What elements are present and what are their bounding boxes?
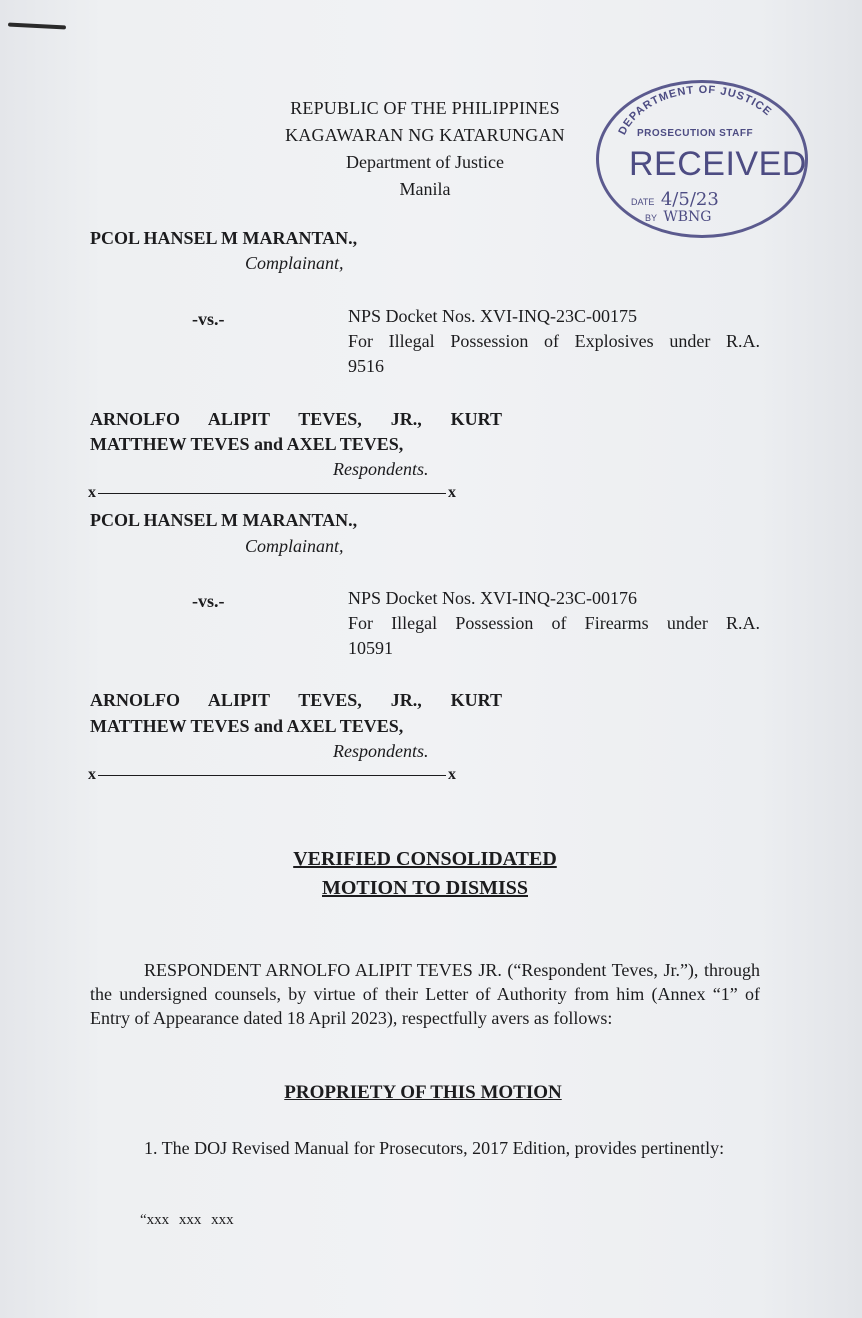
stamp-date	[631, 189, 719, 210]
header-republic: REPUBLIC OF THE PHILIPPINES	[290, 98, 560, 118]
paragraph-1: 1. The DOJ Revised Manual for Prosecutors, 2017 Edition, provides pertinently:	[144, 1138, 725, 1158]
case-separator-2	[88, 766, 456, 784]
motion-title-line2: MOTION TO DISMISS	[322, 877, 528, 899]
stamp-by-value: WBNG	[663, 209, 712, 225]
case2-complainant-role: Complainant,	[245, 536, 344, 556]
separator-rule	[98, 493, 446, 494]
stamp-by-label: BY	[645, 213, 657, 223]
case2-respondents-line1: ARNOLFO ALIPIT TEVES, JR., KURT	[90, 690, 502, 710]
case1-complainant-name: PCOL HANSEL M MARANTAN.,	[90, 228, 358, 248]
case2-offense-line2: 10591	[348, 638, 393, 658]
case1-offense-line1: For Illegal Possession of Explosives under R.A.	[348, 331, 760, 351]
case1-vs: -vs.-	[192, 309, 225, 329]
stamp-arc-label: DEPARTMENT OF JUSTICE	[616, 83, 774, 137]
case2-vs: -vs.-	[192, 591, 225, 611]
stamp-by	[645, 209, 711, 225]
case1-respondents-role: Respondents.	[333, 459, 429, 479]
case1-offense-line2: 9516	[348, 356, 384, 376]
quote-start: “xxx xxx xxx	[140, 1212, 234, 1228]
separator-right: x	[448, 766, 456, 783]
pen-mark	[8, 22, 66, 29]
separator-left: x	[88, 484, 96, 501]
header-city: Manila	[399, 179, 451, 199]
document-header	[245, 95, 605, 203]
case1-respondents-line2: MATTHEW TEVES and AXEL TEVES,	[90, 434, 404, 454]
received-stamp	[596, 80, 808, 238]
motion-title-line1: VERIFIED CONSOLIDATED	[293, 848, 557, 870]
stamp-date-label: DATE	[631, 197, 655, 207]
case1-respondents-line1: ARNOLFO ALIPIT TEVES, JR., KURT	[90, 409, 502, 429]
case1-complainant-role: Complainant,	[245, 253, 344, 273]
case1-docket: NPS Docket Nos. XVI-INQ-23C-00175	[348, 306, 637, 326]
stamp-staff: PROSECUTION STAFF	[637, 128, 754, 139]
case2-offense-line1: For Illegal Possession of Firearms under R.A.	[348, 613, 760, 633]
header-department: Department of Justice	[346, 152, 504, 172]
case2-respondents-line2: MATTHEW TEVES and AXEL TEVES,	[90, 716, 404, 736]
case2-complainant-name: PCOL HANSEL M MARANTAN.,	[90, 510, 358, 530]
intro-paragraph: RESPONDENT ARNOLFO ALIPIT TEVES JR. (“Respondent Teves, Jr.”), through the undersigned counsels, by virtue of their Letter of Authority from him (Annex “1” of Entry of Appearance dated 18 April 2023), respectfully avers as follows:	[90, 960, 760, 1028]
stamp-received: RECEIVED	[629, 145, 807, 183]
separator-rule	[98, 775, 446, 776]
section-heading: PROPRIETY OF THIS MOTION	[284, 1082, 562, 1103]
case-separator-1	[88, 484, 456, 502]
case2-docket: NPS Docket Nos. XVI-INQ-23C-00176	[348, 588, 637, 608]
separator-right: x	[448, 484, 456, 501]
header-kagawaran: KAGAWARAN NG KATARUNGAN	[285, 125, 565, 145]
separator-left: x	[88, 766, 96, 783]
stamp-date-value: 4/5/23	[660, 189, 719, 210]
case2-respondents-role: Respondents.	[333, 741, 429, 761]
